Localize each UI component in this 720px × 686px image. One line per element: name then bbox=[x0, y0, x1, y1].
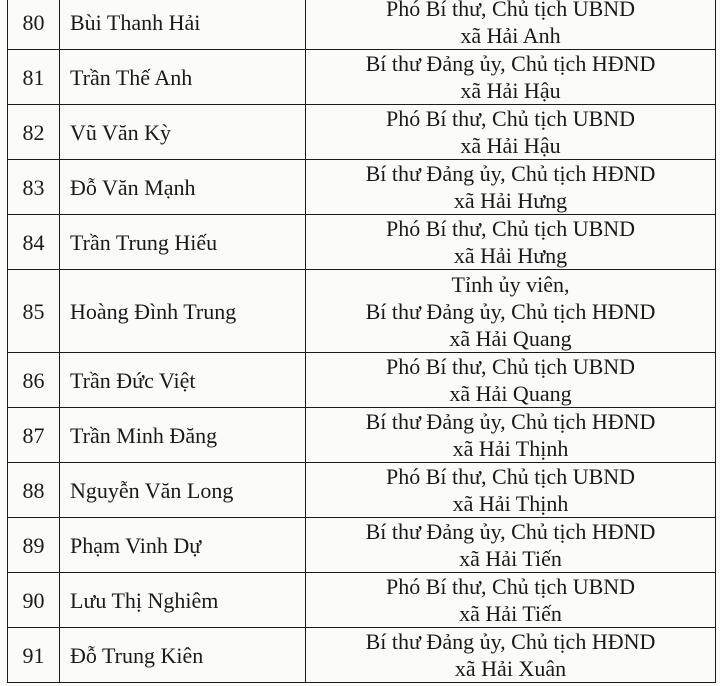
position-line: xã Hải Thịnh bbox=[452, 491, 569, 516]
position-line: Bí thư Đảng ủy, Chủ tịch HĐND bbox=[365, 519, 656, 544]
position-cell bbox=[306, 105, 716, 160]
table-row bbox=[8, 270, 716, 353]
position-line: xã Hải Quang bbox=[449, 325, 572, 351]
table-row bbox=[8, 628, 716, 683]
person-name: Hoàng Đình Trung bbox=[60, 270, 306, 353]
row-number: 81 bbox=[8, 50, 60, 105]
position-line: Phó Bí thư, Chủ tịch UBND bbox=[385, 464, 636, 489]
person-name: Đỗ Trung Kiên bbox=[60, 628, 306, 683]
table-row bbox=[8, 518, 716, 573]
table-row bbox=[8, 573, 716, 628]
row-number: 85 bbox=[8, 270, 60, 353]
person-name: Trần Thế Anh bbox=[60, 50, 306, 105]
person-name: Vũ Văn Kỳ bbox=[60, 105, 306, 160]
position-line: xã Hải Hậu bbox=[460, 133, 561, 158]
person-name: Trần Trung Hiếu bbox=[60, 215, 306, 270]
position-line: xã Hải Hưng bbox=[453, 188, 568, 213]
table-row bbox=[8, 160, 716, 215]
position-cell bbox=[306, 160, 716, 215]
position-line: xã Hải Hậu bbox=[460, 78, 561, 103]
position-line: xã Hải Quang bbox=[449, 381, 572, 406]
position-line: Bí thư Đảng ủy, Chủ tịch HĐND bbox=[365, 51, 656, 76]
person-name: Bùi Thanh Hải bbox=[60, 0, 306, 50]
position-line: xã Hải Anh bbox=[460, 23, 561, 48]
person-name: Lưu Thị Nghiêm bbox=[60, 573, 306, 628]
row-number: 82 bbox=[8, 105, 60, 160]
position-cell bbox=[306, 0, 716, 50]
position-cell bbox=[306, 50, 716, 105]
person-name: Đỗ Văn Mạnh bbox=[60, 160, 306, 215]
position-line: Bí thư Đảng ủy, Chủ tịch HĐND bbox=[365, 409, 656, 434]
position-cell bbox=[306, 628, 716, 683]
row-number: 89 bbox=[8, 518, 60, 573]
table-row bbox=[8, 50, 716, 105]
position-line: xã Hải Thịnh bbox=[452, 436, 569, 461]
table-row bbox=[8, 105, 716, 160]
person-name: Nguyễn Văn Long bbox=[60, 463, 306, 518]
position-line: Bí thư Đảng ủy, Chủ tịch HĐND bbox=[365, 161, 656, 186]
position-line: Bí thư Đảng ủy, Chủ tịch HĐND bbox=[365, 298, 656, 324]
person-name: Trần Đức Việt bbox=[60, 353, 306, 408]
row-number: 90 bbox=[8, 573, 60, 628]
table-row bbox=[8, 0, 716, 50]
position-line: xã Hải Hưng bbox=[453, 243, 568, 268]
row-number: 86 bbox=[8, 353, 60, 408]
position-cell bbox=[306, 408, 716, 463]
position-cell bbox=[306, 353, 716, 408]
personnel-table bbox=[7, 0, 716, 683]
table-row bbox=[8, 353, 716, 408]
position-line: xã Hải Tiến bbox=[459, 601, 562, 626]
row-number: 80 bbox=[8, 0, 60, 50]
position-cell bbox=[306, 573, 716, 628]
position-cell bbox=[306, 463, 716, 518]
row-number: 83 bbox=[8, 160, 60, 215]
position-cell bbox=[306, 518, 716, 573]
table-row bbox=[8, 463, 716, 518]
position-cell bbox=[306, 215, 716, 270]
position-line: Phó Bí thư, Chủ tịch UBND bbox=[385, 0, 636, 21]
position-line: Tỉnh ủy viên, bbox=[451, 271, 570, 297]
position-line: Phó Bí thư, Chủ tịch UBND bbox=[385, 574, 636, 599]
row-number: 91 bbox=[8, 628, 60, 683]
position-line: Phó Bí thư, Chủ tịch UBND bbox=[385, 216, 636, 241]
row-number: 88 bbox=[8, 463, 60, 518]
position-line: Phó Bí thư, Chủ tịch UBND bbox=[385, 106, 636, 131]
row-number: 87 bbox=[8, 408, 60, 463]
row-number: 84 bbox=[8, 215, 60, 270]
person-name: Phạm Vinh Dự bbox=[60, 518, 306, 573]
person-name: Trần Minh Đăng bbox=[60, 408, 306, 463]
position-line: xã Hải Tiến bbox=[459, 546, 562, 571]
position-line: Phó Bí thư, Chủ tịch UBND bbox=[385, 354, 636, 379]
table-row bbox=[8, 408, 716, 463]
position-cell bbox=[306, 270, 716, 353]
personnel-table-body bbox=[8, 0, 716, 683]
table-row bbox=[8, 215, 716, 270]
position-line: xã Hải Xuân bbox=[454, 656, 567, 681]
position-line: Bí thư Đảng ủy, Chủ tịch HĐND bbox=[365, 629, 656, 654]
